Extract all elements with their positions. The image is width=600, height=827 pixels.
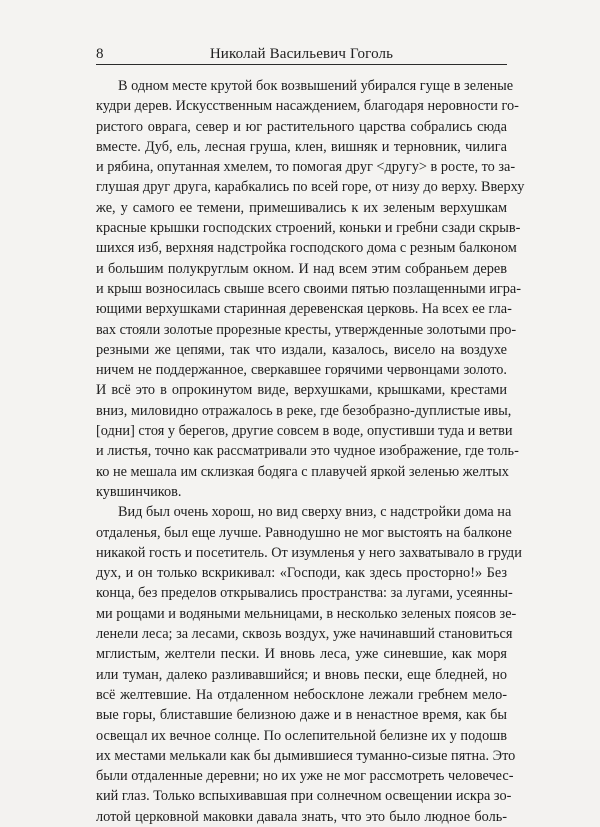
text-line: ми рощами и водяными мельницами, в несколько зеленых поясов зе- bbox=[96, 605, 517, 622]
running-title: Николай Васильевич Гоголь bbox=[209, 46, 394, 62]
text-line: глушая друг друга, карабкались по всей горе, от низу до верху. Вверху bbox=[96, 179, 525, 196]
text-line: дух, и он только вскрикивал: «Господи, как здесь просторно!» Без bbox=[96, 565, 507, 582]
text-line: [одни] стоя у берегов, другие совсем в воде, опустивши туда и ветви bbox=[96, 423, 513, 440]
text-line: же, у самого ее темени, примешивались к их зеленым верхушкам bbox=[96, 199, 507, 216]
text-line: ничем не поддержанное, сверкавшее горячими червонцами золото. bbox=[96, 362, 507, 379]
text-line: Вид был очень хорош, но вид сверху вниз, с надстройки дома на bbox=[118, 504, 512, 521]
text-line: ристого оврага, север и юг растительного царства собрались сюда bbox=[96, 118, 507, 135]
page-number: 8 bbox=[96, 46, 104, 62]
text-line: лотой церковной маковки давала знать, что это было людное боль- bbox=[96, 808, 507, 825]
text-line: кувшинчиков. bbox=[96, 483, 182, 500]
text-line: и листья, точно как рассматривали это чудное изображение, где толь- bbox=[96, 443, 519, 460]
text-line: ленели леса; за лесами, сквозь воздух, уже начинавший становиться bbox=[96, 626, 513, 643]
paragraph-2 bbox=[96, 502, 522, 827]
text-line: вые горы, блиставшие белизною даже и в ненастное время, как бы bbox=[96, 707, 507, 724]
text-line: отдаленья, был еще лучше. Равнодушно не мог выстоять на балконе bbox=[96, 524, 512, 541]
text-line: кудри дерев. Искусственным насаждением, благодаря неровности го- bbox=[96, 98, 519, 115]
text-line: всё желтевшие. На отдаленном небосклоне лежали гребнем мело- bbox=[96, 686, 507, 703]
text-line: шихся изб, верхняя надстройка господского дома с резным балконом bbox=[96, 240, 517, 257]
text-line: вместе. Дуб, ель, лесная груша, клен, вишняк и терновник, чилига bbox=[96, 138, 507, 155]
text-line: В одном месте крутой бок возвышений убирался гуще в зеленые bbox=[118, 78, 514, 94]
text-line: мглистым, желтели пески. И вновь леса, уже синевшие, как моря bbox=[96, 646, 507, 663]
main-text bbox=[96, 76, 525, 827]
text-line: кий глаз. Только вспыхивавшая при солнечном освещении искра зо- bbox=[96, 788, 512, 805]
text-line: их местами мелькали как бы дымившиеся туманно-сизые пятна. Это bbox=[96, 747, 516, 764]
text-line: ко не мешала им склизкая бодяга с плавучей яркой зеленью желтых bbox=[96, 463, 509, 480]
text-line: ющими верхушками старинная деревенская церковь. На всех ее гла- bbox=[96, 301, 512, 318]
text-line: освещал их вечное солнце. По ослепительной белизне их у подошв bbox=[96, 727, 507, 744]
text-line: и большим полукруглым окном. И над всем этим собраньем дерев bbox=[96, 260, 507, 277]
text-line: конца, без пределов открывались пространства: за лугами, усеянны- bbox=[96, 585, 513, 602]
text-line: резными же цепями, так что издали, казалось, висело на воздухе bbox=[96, 341, 507, 358]
text-line: И всё это в опрокинутом виде, верхушками, крышками, крестами bbox=[96, 382, 507, 399]
text-line: никакой гость и посетитель. От изумленья у него захватывало в груди bbox=[96, 544, 522, 561]
paragraph-1 bbox=[96, 76, 525, 502]
text-line: красные крышки господских строений, коньки и гребни сзади скрыв- bbox=[96, 220, 521, 237]
text-line: и рябина, опутанная хмелем, то помогая друг <другу> в росте, то за- bbox=[96, 159, 516, 176]
running-head bbox=[96, 44, 507, 65]
text-line: вниз, миловидно отражалось в реке, где безобразно-дуплистые ивы, bbox=[96, 402, 512, 419]
text-line: были отдаленные деревни; но их уже не мог рассмотреть человечес- bbox=[96, 768, 514, 785]
text-line: и крыш возносилась свыше всего своими пятью позлащенными игра- bbox=[96, 280, 521, 297]
text-line: или туман, далеко разливавшийся; и вновь пески, еще бледней, но bbox=[96, 666, 507, 683]
text-line: вах стояли золотые прорезные кресты, утвержденные золотыми про- bbox=[96, 321, 517, 338]
